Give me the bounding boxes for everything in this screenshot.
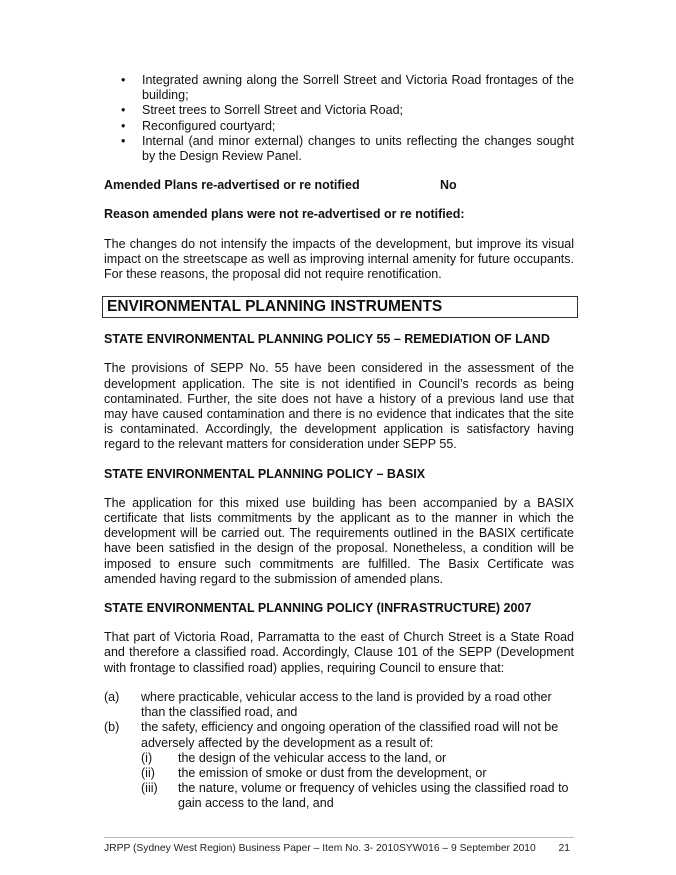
sepp55-heading: STATE ENVIRONMENTAL PLANNING POLICY 55 – REMEDIATION OF LAND <box>104 332 550 347</box>
page-content <box>104 73 574 812</box>
footer-divider <box>104 837 574 838</box>
bullet-marker: • <box>121 118 126 133</box>
list-item-text: the safety, efficiency and ongoing operation of the classified road will not be adversely affected by the development as a result of: <box>141 720 559 750</box>
amendments-bullet-list <box>104 73 574 164</box>
sub-list-marker: (ii) <box>141 765 155 780</box>
list-item <box>104 73 574 103</box>
reason-heading: Reason amended plans were not re-advertised or re notified: <box>104 207 465 222</box>
sub-list-item-text: the emission of smoke or dust from the development, or <box>178 765 487 780</box>
clause-list <box>104 690 574 812</box>
amended-plans-label: Amended Plans re-advertised or re notified <box>104 178 360 193</box>
bullet-marker: • <box>121 73 126 87</box>
sepp55-paragraph: The provisions of SEPP No. 55 have been considered in the assessment of the development application. The site is not identified in Council’s records as being contaminated. Further, the site does not have a history of a previous land use that may have caused contamination and there is no evidence that indicates that the site is contaminated. Accordingly, the development application is satisfactory having regard to the relevant matters for consideration under SEPP 55. <box>104 361 574 452</box>
sub-list-item <box>104 751 574 766</box>
infrastructure-heading: STATE ENVIRONMENTAL PLANNING POLICY (INFRASTRUCTURE) 2007 <box>104 601 532 616</box>
list-item-text: where practicable, vehicular access to the land is provided by a road other than the classified road, and <box>141 689 552 720</box>
basix-paragraph: The application for this mixed use building has been accompanied by a BASIX certificate that lists commitments by the applicant as to the manner in which the development will be carried out. The requirements outlined in the BASIX certificate have been satisfied in the design of the proposal. Nonetheless, a condition will be imposed to ensure such commitments are fulfilled. The Basix Certificate was amended having regard to the submission of amended plans. <box>104 495 574 586</box>
sub-list-item <box>104 781 574 811</box>
page-footer <box>104 843 574 855</box>
amended-plans-row <box>104 178 574 193</box>
list-item <box>104 690 574 720</box>
list-item <box>104 119 574 134</box>
bullet-text: Street trees to Sorrell Street and Victoria Road; <box>142 103 404 118</box>
bullet-marker: • <box>121 103 126 118</box>
sub-list-marker: (iii) <box>141 781 158 796</box>
list-item <box>104 103 574 118</box>
amended-plans-value: No <box>440 178 457 193</box>
sub-list-item-text: the design of the vehicular access to the land, or <box>178 750 447 765</box>
bullet-text: Internal (and minor external) changes to units reflecting the changes sought by the Design Review Panel. <box>142 133 574 164</box>
list-marker: (b) <box>104 720 120 735</box>
basix-heading: STATE ENVIRONMENTAL PLANNING POLICY – BASIX <box>104 466 426 481</box>
sub-list-item-text: the nature, volume or frequency of vehicles using the classified road to gain access to the land, and <box>178 781 569 811</box>
bullet-text: Integrated awning along the Sorrell Street and Victoria Road frontages of the building; <box>142 73 574 103</box>
list-item <box>104 134 574 164</box>
list-marker: (a) <box>104 689 120 704</box>
sub-list-item <box>104 766 574 781</box>
footer-text: JRPP (Sydney West Region) Business Paper – Item No. 3- 2010SYW016 – 9 September 2010 <box>104 843 536 854</box>
infrastructure-paragraph: That part of Victoria Road, Parramatta to the east of Church Street is a State Road and therefore a classified road. Accordingly, Clause 101 of the SEPP (Development with frontage to classified road) applies, requiring Council to ensure that: <box>104 630 574 675</box>
page-number: 21 <box>558 843 570 854</box>
section-title: ENVIRONMENTAL PLANNING INSTRUMENTS <box>102 296 578 318</box>
sub-list-marker: (i) <box>141 750 153 765</box>
reason-paragraph: The changes do not intensify the impacts of the development, but improve its visual impact on the streetscape as well as improving internal amenity for future occupants. For these reasons, the proposal did not require renotification. <box>104 236 574 282</box>
list-item <box>104 720 574 750</box>
bullet-text: Reconfigured courtyard; <box>142 118 276 133</box>
bullet-marker: • <box>121 133 126 148</box>
